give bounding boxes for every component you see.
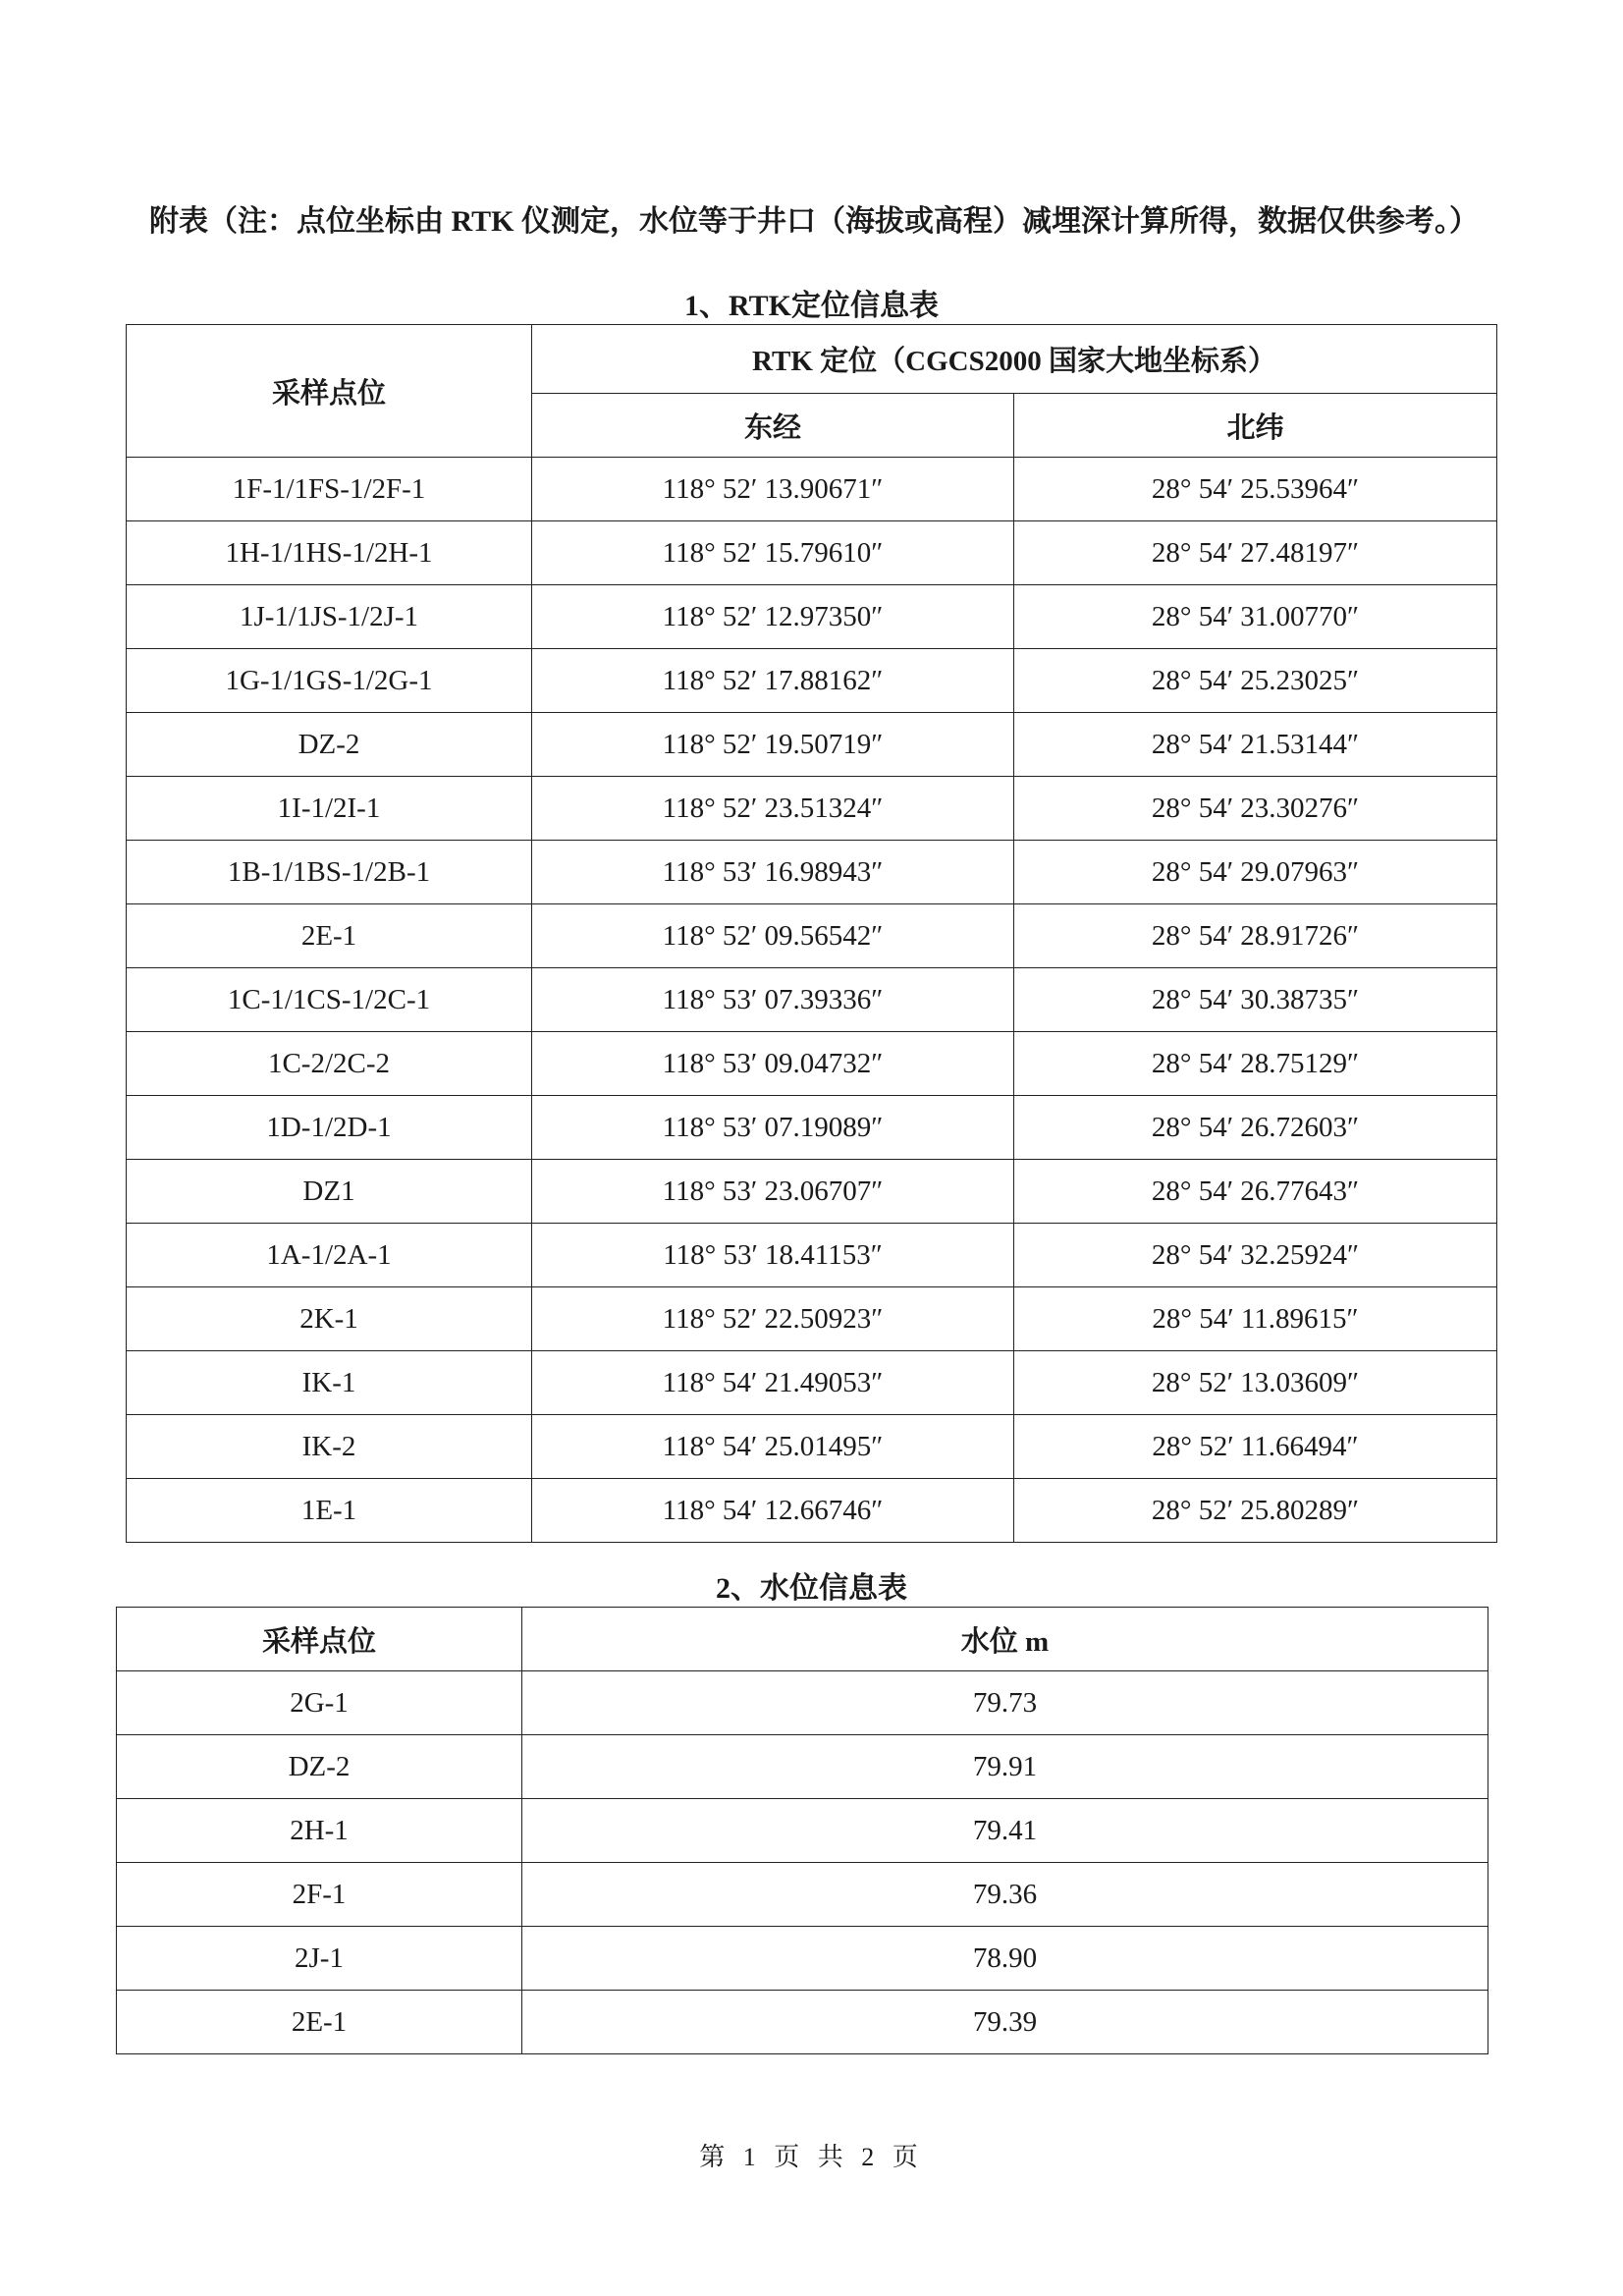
longitude-cell: 118° 54′ 25.01495″ [532,1415,1014,1479]
longitude-cell: 118° 53′ 16.98943″ [532,841,1014,904]
latitude-cell: 28° 54′ 21.53144″ [1014,713,1497,777]
latitude-cell: 28° 54′ 23.30276″ [1014,777,1497,841]
water-level-table [116,1607,1488,2054]
header-sampling-point: 采样点位 [127,325,532,458]
sampling-point-cell: 1H-1/1HS-1/2H-1 [127,521,532,585]
water-level-cell: 79.36 [522,1863,1488,1927]
table-row [127,1351,1497,1415]
table-row [127,1415,1497,1479]
latitude-cell: 28° 54′ 25.53964″ [1014,458,1497,521]
table-row [117,1671,1488,1735]
latitude-cell: 28° 54′ 28.75129″ [1014,1032,1497,1096]
sampling-point-cell: IK-2 [127,1415,532,1479]
water-table-caption: 2、水位信息表 [716,1572,907,1605]
water-level-cell: 79.73 [522,1671,1488,1735]
latitude-cell: 28° 54′ 31.00770″ [1014,585,1497,649]
sampling-point-cell: 2G-1 [117,1671,522,1735]
latitude-cell: 28° 54′ 29.07963″ [1014,841,1497,904]
sampling-point-cell: 1G-1/1GS-1/2G-1 [127,649,532,713]
water-level-cell: 79.41 [522,1799,1488,1863]
table-row [127,585,1497,649]
header-water-level: 水位 m [522,1608,1488,1671]
table-row [127,904,1497,968]
sampling-point-cell: 1C-2/2C-2 [127,1032,532,1096]
longitude-cell: 118° 53′ 07.19089″ [532,1096,1014,1160]
latitude-cell: 28° 54′ 26.77643″ [1014,1160,1497,1224]
latitude-cell: 28° 52′ 25.80289″ [1014,1479,1497,1543]
longitude-cell: 118° 53′ 18.41153″ [532,1224,1014,1287]
latitude-cell: 28° 52′ 11.66494″ [1014,1415,1497,1479]
table-row [117,1991,1488,2054]
longitude-cell: 118° 52′ 13.90671″ [532,458,1014,521]
page-number: 第 1 页 共 2 页 [699,2143,924,2171]
water-level-cell: 79.39 [522,1991,1488,2054]
longitude-cell: 118° 52′ 15.79610″ [532,521,1014,585]
header-sampling-point: 采样点位 [117,1608,522,1671]
latitude-cell: 28° 54′ 26.72603″ [1014,1096,1497,1160]
sampling-point-cell: 2J-1 [117,1927,522,1991]
table-row [127,521,1497,585]
header-latitude: 北纬 [1014,394,1497,458]
longitude-cell: 118° 52′ 22.50923″ [532,1287,1014,1351]
latitude-cell: 28° 54′ 28.91726″ [1014,904,1497,968]
sampling-point-cell: 1F-1/1FS-1/2F-1 [127,458,532,521]
sampling-point-cell: 2F-1 [117,1863,522,1927]
latitude-cell: 28° 54′ 25.23025″ [1014,649,1497,713]
table-row [127,777,1497,841]
sampling-point-cell: 2E-1 [127,904,532,968]
sampling-point-cell: DZ-2 [117,1735,522,1799]
rtk-location-table [126,324,1497,1543]
sampling-point-cell: 1D-1/2D-1 [127,1096,532,1160]
table-row [127,1096,1497,1160]
longitude-cell: 118° 54′ 21.49053″ [532,1351,1014,1415]
latitude-cell: 28° 54′ 32.25924″ [1014,1224,1497,1287]
longitude-cell: 118° 53′ 23.06707″ [532,1160,1014,1224]
table-row [127,458,1497,521]
water-level-cell: 78.90 [522,1927,1488,1991]
latitude-cell: 28° 54′ 11.89615″ [1014,1287,1497,1351]
longitude-cell: 118° 52′ 09.56542″ [532,904,1014,968]
water-level-cell: 79.91 [522,1735,1488,1799]
table-row [127,968,1497,1032]
longitude-cell: 118° 52′ 23.51324″ [532,777,1014,841]
appendix-note: 附表（注：点位坐标由 RTK 仪测定，水位等于井口（海拔或高程）减埋深计算所得，数据仅供参考。） [149,205,1479,238]
sampling-point-cell: 1A-1/2A-1 [127,1224,532,1287]
longitude-cell: 118° 53′ 09.04732″ [532,1032,1014,1096]
header-rtk-group: RTK 定位（CGCS2000 国家大地坐标系） [532,325,1497,394]
sampling-point-cell: IK-1 [127,1351,532,1415]
table-row [127,649,1497,713]
longitude-cell: 118° 54′ 12.66746″ [532,1479,1014,1543]
sampling-point-cell: 2H-1 [117,1799,522,1863]
longitude-cell: 118° 52′ 19.50719″ [532,713,1014,777]
table-row [127,713,1497,777]
longitude-cell: 118° 52′ 12.97350″ [532,585,1014,649]
table-row [127,841,1497,904]
sampling-point-cell: 1B-1/1BS-1/2B-1 [127,841,532,904]
table-row [117,1927,1488,1991]
table-row [127,1479,1497,1543]
table-row [127,1160,1497,1224]
sampling-point-cell: 2K-1 [127,1287,532,1351]
table-row [127,1224,1497,1287]
table-row [127,1287,1497,1351]
table-row [117,1735,1488,1799]
latitude-cell: 28° 54′ 30.38735″ [1014,968,1497,1032]
longitude-cell: 118° 53′ 07.39336″ [532,968,1014,1032]
longitude-cell: 118° 52′ 17.88162″ [532,649,1014,713]
table-row [127,1032,1497,1096]
latitude-cell: 28° 54′ 27.48197″ [1014,521,1497,585]
sampling-point-cell: 1J-1/1JS-1/2J-1 [127,585,532,649]
sampling-point-cell: 2E-1 [117,1991,522,2054]
sampling-point-cell: DZ-2 [127,713,532,777]
rtk-table-caption: 1、RTK定位信息表 [684,290,939,322]
sampling-point-cell: 1I-1/2I-1 [127,777,532,841]
table-row [117,1863,1488,1927]
sampling-point-cell: DZ1 [127,1160,532,1224]
table-row [117,1799,1488,1863]
sampling-point-cell: 1E-1 [127,1479,532,1543]
latitude-cell: 28° 52′ 13.03609″ [1014,1351,1497,1415]
sampling-point-cell: 1C-1/1CS-1/2C-1 [127,968,532,1032]
header-longitude: 东经 [532,394,1014,458]
